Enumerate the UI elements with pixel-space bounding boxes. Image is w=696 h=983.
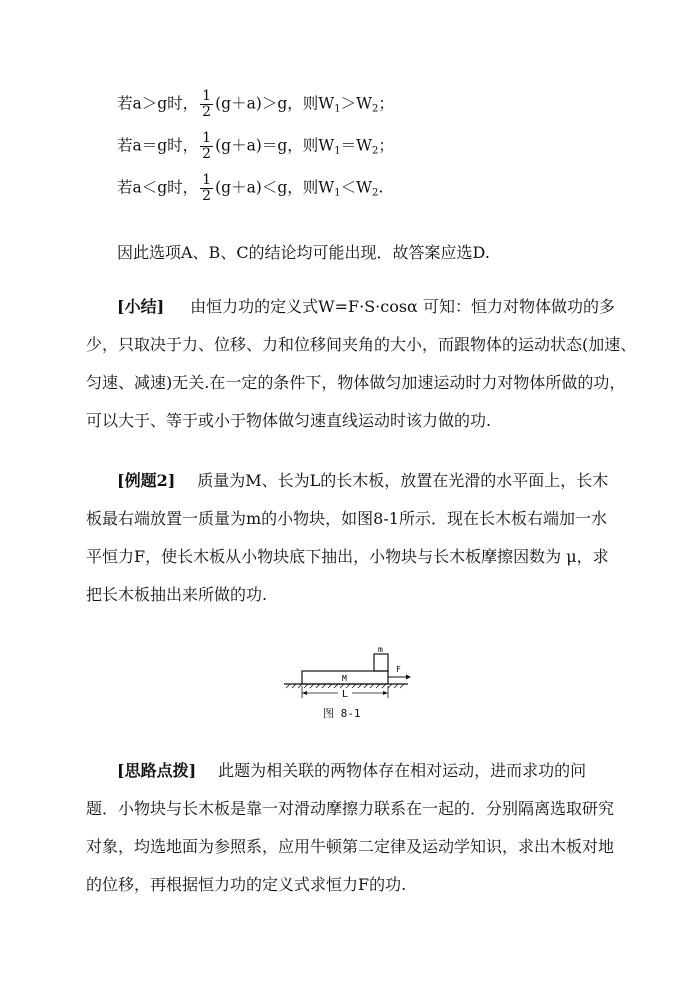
w2-subscript: 2 xyxy=(372,145,379,157)
case-relation: ＜W xyxy=(340,178,373,197)
w2-subscript: 2 xyxy=(372,103,379,115)
example-line: 把长木板抽出来所做的功. xyxy=(86,585,268,604)
small-block xyxy=(374,654,388,671)
case-prefix: 若a＜g时， xyxy=(117,178,199,197)
summary-line: 可以大于、等于或小于物体做匀速直线运动时该力做的功. xyxy=(86,411,492,430)
dimension-arrow-left xyxy=(302,691,307,695)
fraction-denominator: 2 xyxy=(202,104,212,120)
case-relation: ＞W xyxy=(340,94,373,113)
case-prefix: 若a＝g时， xyxy=(117,136,199,155)
case-end: ； xyxy=(378,136,394,155)
summary-tag: [小结] xyxy=(117,297,165,316)
hint-line: 题．小物块与长木板是靠一对滑动摩擦力联系在一起的．分别隔离选取研究 xyxy=(86,799,615,818)
w2-subscript: 2 xyxy=(372,187,379,199)
fraction-denominator: 2 xyxy=(202,146,212,162)
hint-line: 对象，均选地面为参照系，应用牛顿第二定律及运动学知识，求出木板对地 xyxy=(86,837,615,856)
w1-subscript: 1 xyxy=(334,187,341,199)
fraction-denominator: 2 xyxy=(202,188,212,204)
fraction-numerator: 1 xyxy=(202,130,212,146)
hint-paragraph xyxy=(86,752,615,904)
hint-line: 的位移，再根据恒力功的定义式求恒力F的功. xyxy=(86,875,407,894)
label-L: L xyxy=(342,689,349,700)
hint-line: 此题为相关联的两物体存在相对运动，进而求功的问 xyxy=(218,761,587,780)
case-end: ； xyxy=(378,94,394,113)
summary-line: 少，只取决于力、位移、力和位移间夹角的大小，而跟物体的运动状态(加速、 xyxy=(86,335,637,354)
hint-tag: [思路点拨] xyxy=(117,761,197,780)
dimension-arrow-right xyxy=(383,691,388,695)
force-arrowhead xyxy=(406,675,411,680)
label-M: M xyxy=(342,674,347,683)
case-end: . xyxy=(378,178,384,197)
label-m: m xyxy=(378,645,383,654)
case-prefix: 若a＞g时， xyxy=(117,94,199,113)
w1-subscript: 1 xyxy=(334,145,341,157)
fraction-half xyxy=(200,173,213,204)
case-middle: (g＋a)＝g，则W xyxy=(215,136,335,155)
case-line-a-greater-g xyxy=(117,89,394,120)
w1-subscript: 1 xyxy=(334,103,341,115)
label-F: F xyxy=(396,665,401,674)
fraction-half xyxy=(200,131,213,162)
case-middle: (g＋a)＞g，则W xyxy=(215,94,335,113)
example-tag: [例题2] xyxy=(117,471,176,490)
fraction-numerator: 1 xyxy=(202,88,212,104)
example-paragraph xyxy=(86,462,613,614)
summary-line: 由恒力功的定义式W=F·S·cosα 可知：恒力对物体做功的多 xyxy=(190,297,615,316)
conclusion-text: 因此选项A、B、C的结论均可能出现．故答案应选D. xyxy=(117,243,490,262)
summary-line: 匀速、减速)无关.在一定的条件下，物体做匀加速运动时力对物体所做的功， xyxy=(86,373,626,392)
summary-paragraph xyxy=(86,288,637,440)
case-line-a-less-g xyxy=(117,173,383,204)
case-relation: ＝W xyxy=(340,136,373,155)
fraction-numerator: 1 xyxy=(202,172,212,188)
case-line-a-equal-g xyxy=(117,131,394,162)
example-line: 质量为M、长为L的长木板，放置在光滑的水平面上，长木 xyxy=(197,471,609,490)
case-middle: (g＋a)＜g，则W xyxy=(215,178,335,197)
fraction-half xyxy=(200,89,213,120)
figure-caption: 图 8-1 xyxy=(323,707,361,720)
figure-board-block xyxy=(280,640,420,705)
example-line: 平恒力F，使长木板从小物块底下抽出，小物块与长木板摩擦因数为 μ，求 xyxy=(86,547,609,566)
example-line: 板最右端放置一质量为m的小物块，如图8-1所示．现在长木板右端加一水 xyxy=(86,509,607,528)
